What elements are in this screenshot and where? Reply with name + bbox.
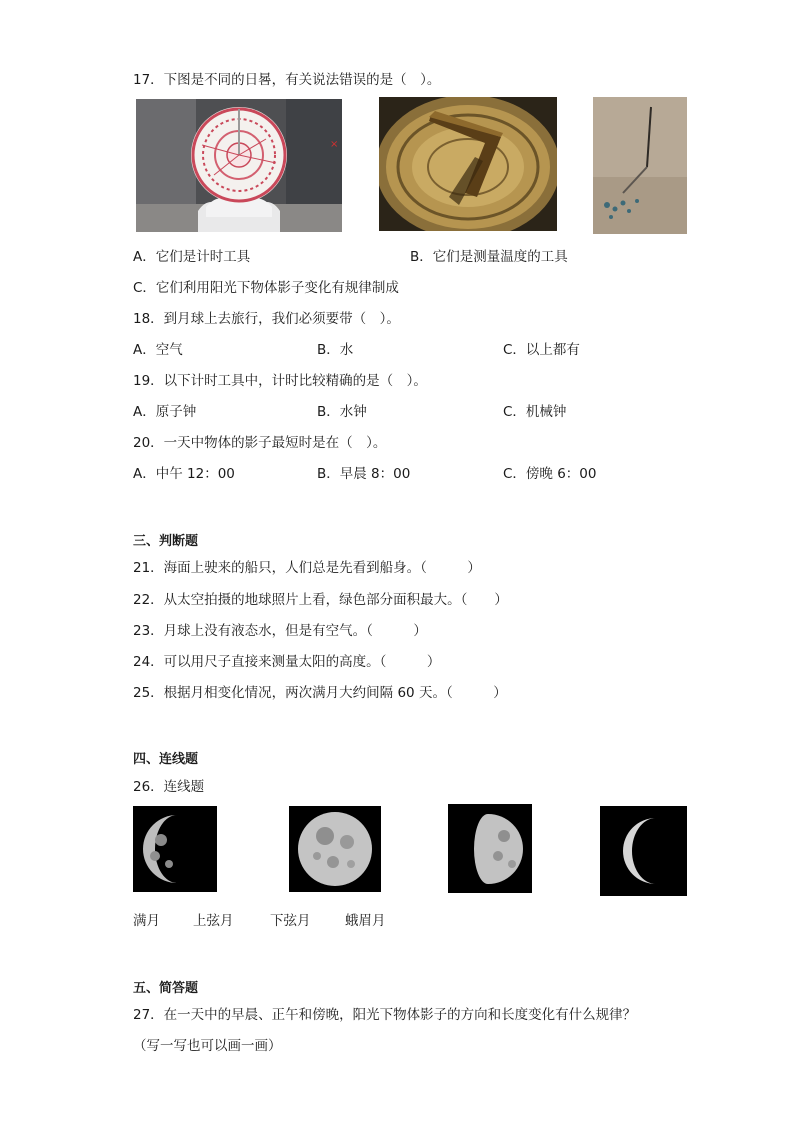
q17-option-c: C．它们利用阳光下物体影子变化有规律制成: [133, 280, 399, 296]
question-27-stem: 27．在一天中的早晨、正午和傍晚，阳光下物体影子的方向和长度变化有什么规律？: [133, 1007, 637, 1023]
moon-label-last-quarter: 下弦月: [270, 913, 311, 929]
q19-option-c: C．机械钟: [503, 404, 567, 420]
question-20-stem: 20．一天中物体的影子最短时是在（ ）。: [133, 435, 387, 451]
sundial-photo-brass: [379, 97, 557, 231]
question-18-stem: 18．到月球上去旅行，我们必须要带（ ）。: [133, 311, 400, 327]
section-5-heading: 五、简答题: [133, 981, 199, 996]
q17-option-b: B．它们是测量温度的工具: [410, 249, 568, 265]
moon-photo-3: [448, 804, 532, 893]
moon-label-crescent: 蛾眉月: [345, 913, 386, 929]
moon-photo-1: [133, 806, 217, 892]
question-27-hint: （写一写也可以画一画）: [133, 1038, 282, 1054]
sundial-photo-white-marble: [136, 99, 342, 232]
moon-label-full: 满月: [133, 913, 160, 929]
q20-option-a: A．中午 12：00: [133, 466, 235, 482]
judge-item-23: 23．月球上没有液态水，但是有空气。（ ）: [133, 623, 427, 639]
q18-option-a: A．空气: [133, 342, 183, 358]
judge-item-22: 22．从太空拍摄的地球照片上看，绿色部分面积最大。（ ）: [133, 592, 508, 608]
judge-item-24: 24．可以用尺子直接来测量太阳的高度。（ ）: [133, 654, 441, 670]
svg-text:×: ×: [330, 139, 339, 150]
question-17-stem: 17．下图是不同的日晷，有关说法错误的是（ ）。: [133, 72, 441, 88]
q19-option-b: B．水钟: [317, 404, 367, 420]
question-19-stem: 19．以下计时工具中，计时比较精确的是（ ）。: [133, 373, 427, 389]
judge-item-25: 25．根据月相变化情况，两次满月大约间隔 60 天。（ ）: [133, 685, 507, 701]
q19-option-a: A．原子钟: [133, 404, 197, 420]
q20-option-c: C．傍晚 6：00: [503, 466, 597, 482]
section-4-heading: 四、连线题: [133, 752, 199, 767]
moon-photo-2: [289, 806, 381, 892]
question-26-stem: 26．连线题: [133, 779, 205, 795]
q20-option-b: B．早晨 8：00: [317, 466, 411, 482]
q17-option-a: A．它们是计时工具: [133, 249, 251, 265]
q18-option-b: B．水: [317, 342, 354, 358]
section-3-heading: 三、判断题: [133, 534, 199, 549]
moon-label-first-quarter: 上弦月: [193, 913, 234, 929]
q18-option-c: C．以上都有: [503, 342, 580, 358]
moon-photo-4: [600, 806, 687, 896]
stick-shadow-photo: [593, 97, 687, 234]
judge-item-21: 21．海面上驶来的船只，人们总是先看到船身。（ ）: [133, 560, 481, 576]
